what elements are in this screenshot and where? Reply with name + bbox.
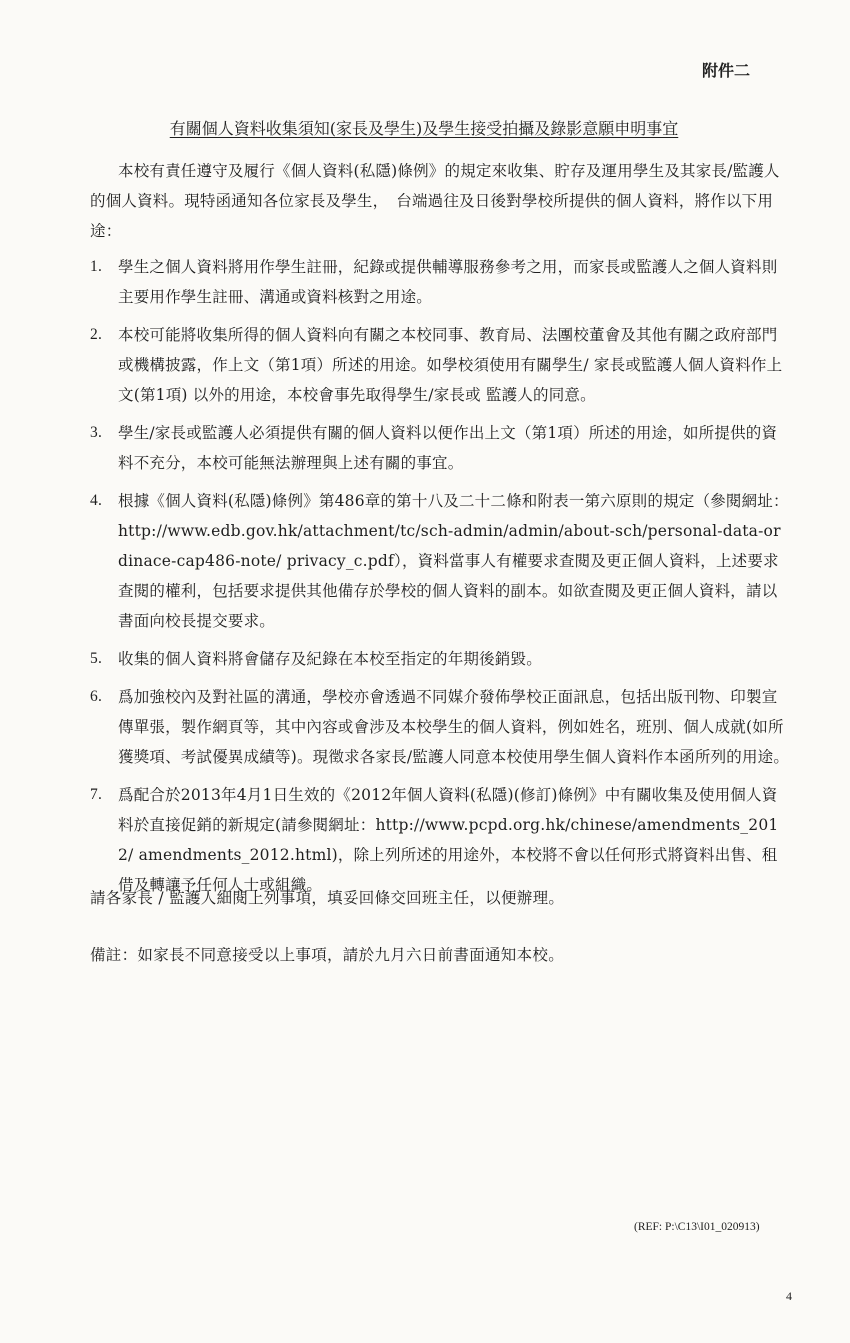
list-item-number: 3.	[90, 424, 103, 441]
list-item	[90, 644, 790, 674]
reference-code: (REF: P:\C13\I01_020913)	[634, 1221, 760, 1233]
list-item-number: 1.	[90, 258, 103, 275]
intro-paragraph: 本校有責任遵守及履行《個人資料(私隱)條例》的規定來收集、貯存及運用學生及其家長/監護人的個人資料。現特函通知各位家長及學生， 台端過往及日後對學校所提供的個人資料，將作以下用途：	[90, 162, 780, 240]
list-item	[90, 418, 790, 478]
list-item	[90, 780, 790, 900]
closing-paragraph: 請各家長 / 監護人細閱上列事項，填妥回條交回班主任，以便辦理。	[90, 889, 565, 907]
list-item	[90, 320, 790, 410]
list-item-number: 6.	[90, 688, 103, 705]
list-item-number: 5.	[90, 650, 103, 667]
page-number: 4	[786, 1289, 792, 1303]
document-title: 有關個人資料收集須知(家長及學生)及學生接受拍攝及錄影意願申明事宜	[169, 119, 679, 138]
list-item	[90, 682, 790, 772]
list-item-text: 學生/家長或監護人必須提供有關的個人資料以便作出上文（第1項）所述的用途，如所提供的資料不充分，本校可能無法辦理與上述有關的事宜。	[118, 424, 778, 472]
list-item	[90, 486, 790, 636]
list-item-number: 7.	[90, 786, 103, 803]
list-item-text: 爲加強校內及對社區的溝通，學校亦會透過不同媒介發佈學校正面訊息，包括出版刊物、印製宣傳單張，製作網頁等，其中內容或會涉及本校學生的個人資料，例如姓名，班別、個人成就(如所獲獎項、考試優異成績等)。現徵求各家長/監護人同意本校使用學生個人資料作本函所列的用途。	[118, 688, 790, 766]
remark-paragraph: 備註：如家長不同意接受以上事項，請於九月六日前書面通知本校。	[90, 946, 565, 964]
list-item-number: 4.	[90, 492, 103, 509]
list-item-text: 根據《個人資料(私隱)條例》第486章的第十八及二十二條和附表一第六原則的規定（參閱網址：http://www.edb.gov.hk/attachment/tc/sch-admin/admin/about-sch/personal-data-ordinace-cap486-note/ privacy_c.pdf），資料當事人有權要求查閱及更正個人資料，上述要求查閱的權利，包括要求提供其他備存於學校的個人資料的副本。如欲查閱及更正個人資料，請以書面向校長提交要求。	[118, 492, 789, 630]
list-item-text: 本校可能將收集所得的個人資料向有關之本校同事、教育局、法團校董會及其他有關之政府部門或機構披露，作上文（第1項）所述的用途。如學校須使用有關學生/ 家長或監護人個人資料作上文(第1項) 以外的用途，本校會事先取得學生/家長或 監護人的同意。	[118, 326, 783, 404]
list-item	[90, 252, 790, 312]
list-item-text: 學生之個人資料將用作學生註冊，紀錄或提供輔導服務參考之用，而家長或監護人之個人資料則主要用作學生註冊、溝通或資料核對之用途。	[118, 258, 778, 306]
list-item-number: 2.	[90, 326, 103, 343]
list-item-text: 收集的個人資料將會儲存及紀錄在本校至指定的年期後銷毀。	[118, 650, 542, 668]
list-item-text: 爲配合於2013年4月1日生效的《2012年個人資料(私隱)(修訂)條例》中有關收集及使用個人資料於直接促銷的新規定(請參閱網址：http://www.pcpd.org.hk/chinese/amendments_2012/ amendments_2012.html)，除上列所述的用途外，本校將不會以任何形式將資料出售、租借及轉讓予任何人士或組織。	[118, 786, 779, 894]
annex-label: 附件二	[702, 61, 751, 80]
usage-list	[90, 252, 790, 908]
